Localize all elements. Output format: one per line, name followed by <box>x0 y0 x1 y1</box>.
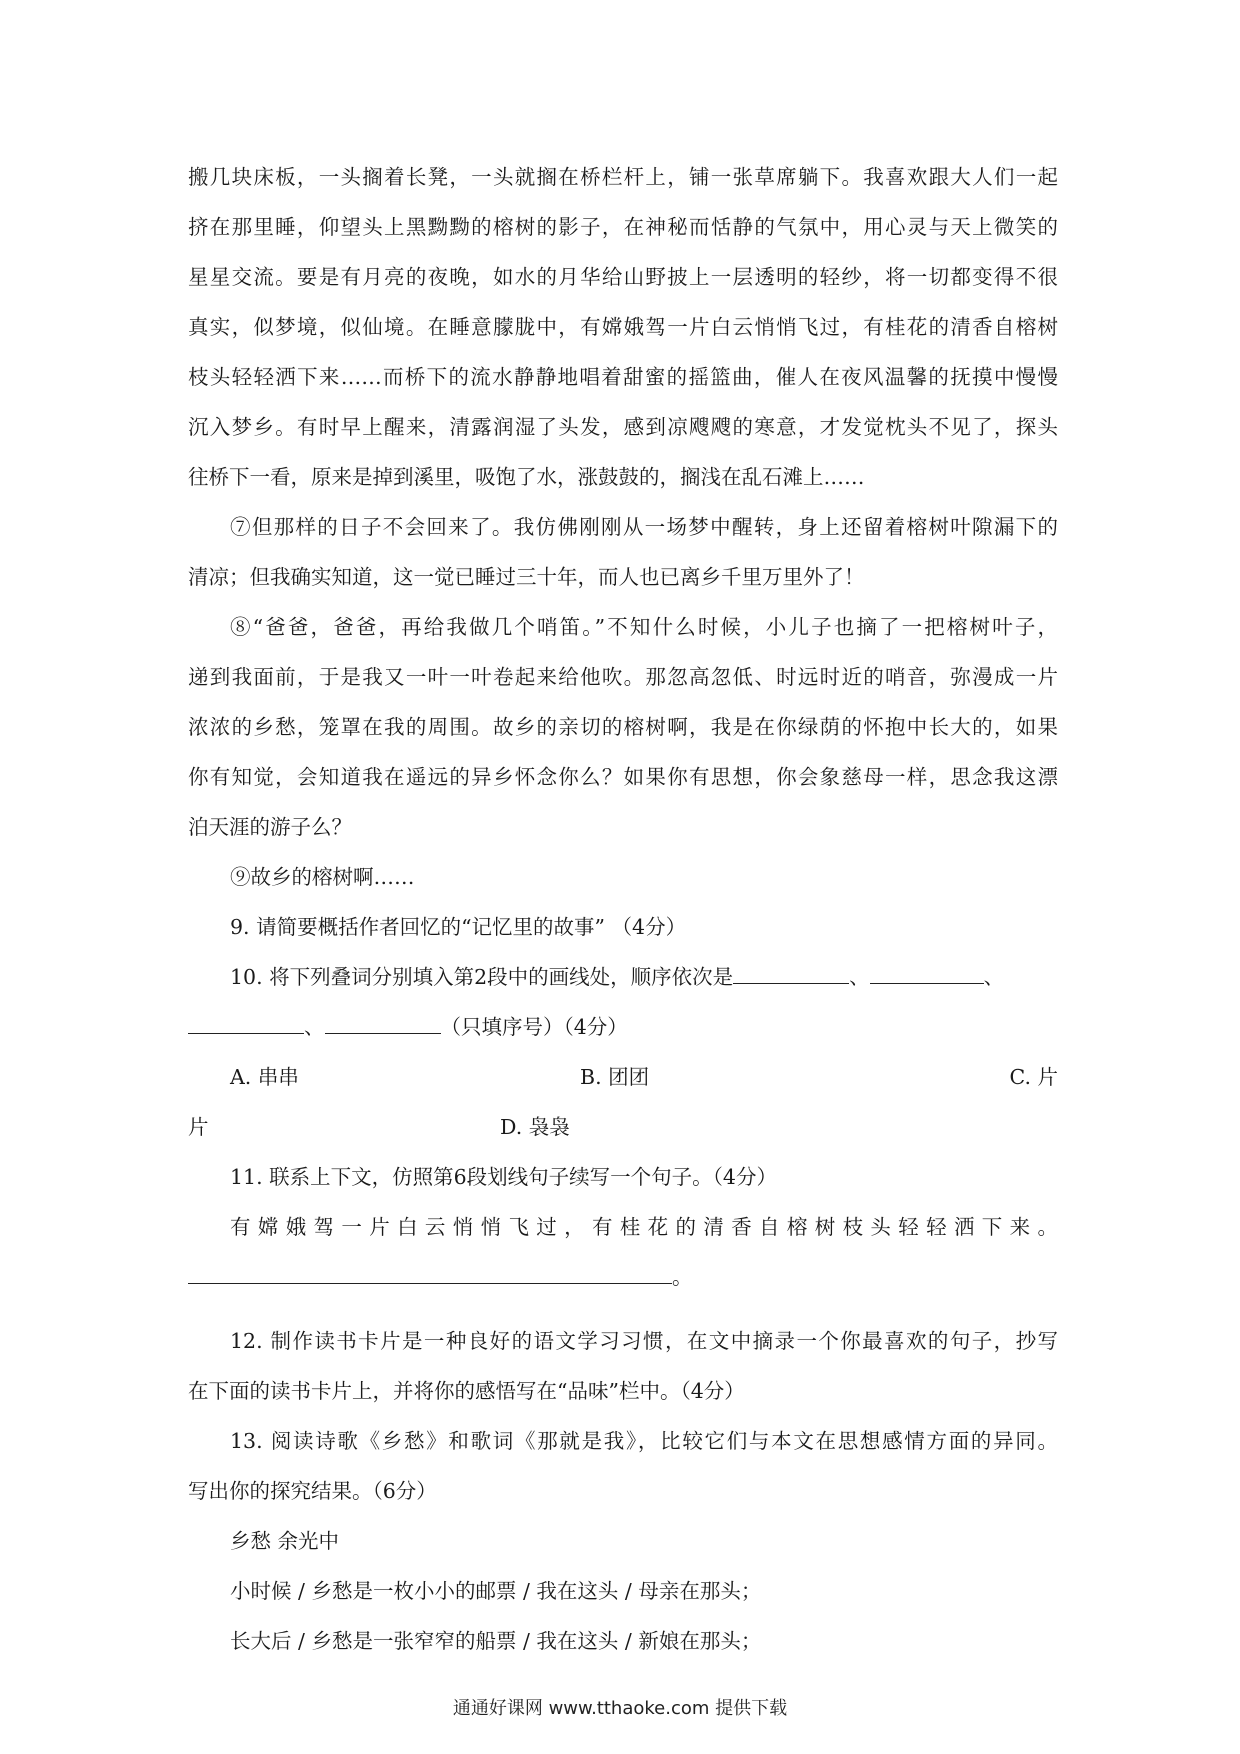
p8-line: 泊天涯的游子么？ <box>188 815 352 839</box>
options-row <box>188 1102 1058 1152</box>
p8-line: 你有知觉，会知道我在遥远的异乡怀念你么？如果你有思想，你会象慈母一样，思念我这漂 <box>188 765 1058 789</box>
question-12: 12. 制作读书卡片是一种良好的语文学习习惯，在文中摘录一个你最喜欢的句子，抄写 <box>230 1329 1058 1353</box>
p8-line: 递到我面前，于是我又一叶一叶卷起来给他吹。那忽高忽低、时远时近的哨音，弥漫成一片 <box>188 665 1058 689</box>
option-b: B. 团团 <box>580 1065 650 1089</box>
p9-line: ⑨故乡的榕树啊…… <box>230 865 415 889</box>
poem-line: 长大后 / 乡愁是一张窄窄的船票 / 我在这头 / 新娘在那头； <box>230 1629 762 1653</box>
page-footer: 通通好课网 www.tthaoke.com 提供下载 <box>452 1698 788 1719</box>
question-13-cont: 写出你的探究结果。（6分） <box>188 1479 437 1503</box>
poem-title: 乡愁 余光中 <box>230 1529 340 1553</box>
poem-line: 小时候 / 乡愁是一枚小小的邮票 / 我在这头 / 母亲在那头； <box>230 1579 762 1603</box>
question-10 <box>188 952 1058 1002</box>
p6-line: 星星交流。要是有月亮的夜晚，如水的月华给山野披上一层透明的轻纱，将一切都变得不很 <box>188 265 1058 289</box>
p6-line: 枝头轻轻洒下来……而桥下的流水静静地唱着甜蜜的摇篮曲，催人在夜风温馨的抚摸中慢慢 <box>188 365 1058 389</box>
p8-line: 浓浓的乡愁，笼罩在我的周围。故乡的亲切的榕树啊，我是在你绿荫的怀抱中长大的，如果 <box>188 715 1058 739</box>
question-11: 11. 联系上下文，仿照第6段划线句子续写一个句子。（4分） <box>230 1165 777 1189</box>
answer-blank-4[interactable] <box>325 1011 441 1034</box>
p6-line: 往桥下一看，原来是掉到溪里，吸饱了水，涨鼓鼓的，搁浅在乱石滩上…… <box>188 465 865 489</box>
p7-line: ⑦但那样的日子不会回来了。我仿佛刚刚从一场梦中醒转，身上还留着榕树叶隙漏下的 <box>230 515 1058 539</box>
question-9: 9. 请简要概括作者回忆的“记忆里的故事” （4分） <box>230 915 687 939</box>
answer-blank-3[interactable] <box>188 1011 304 1034</box>
p6-line: 沉入梦乡。有时早上醒来，清露润湿了头发，感到凉飕飕的寒意，才发觉枕头不见了，探头 <box>188 415 1058 439</box>
option-c: C. 片 <box>1009 1065 1058 1089</box>
separator: 、 <box>849 965 870 989</box>
question-12-cont: 在下面的读书卡片上，并将你的感悟写在“品味”栏中。（4分） <box>188 1379 745 1403</box>
separator: 、 <box>304 1015 325 1039</box>
answer-blank-1[interactable] <box>733 961 849 984</box>
answer-blank-2[interactable] <box>870 961 984 984</box>
option-a: A. 串串 <box>230 1065 299 1089</box>
question-10-suffix: （只填序号）（4分） <box>440 1015 628 1039</box>
p6-line: 挤在那里睡，仰望头上黑黝黝的榕树的影子，在神秘而恬静的气氛中，用心灵与天上微笑的 <box>188 215 1058 239</box>
question-10-cont <box>188 1002 1058 1052</box>
option-d: D. 袅袅 <box>500 1115 570 1139</box>
options-row <box>188 1052 1058 1102</box>
question-13: 13. 阅读诗歌《乡愁》和歌词《那就是我》，比较它们与本文在思想感情方面的异同。 <box>230 1429 1058 1453</box>
question-10-text: 10. 将下列叠词分别填入第2段中的画线处，顺序依次是 <box>230 965 734 989</box>
page-content <box>188 152 1058 1666</box>
question-11-example: 有嫦娥驾一片白云悄悄飞过，有桂花的清香自榕树枝头轻轻洒下来。 <box>230 1215 1058 1239</box>
period: 。 <box>672 1265 693 1289</box>
option-c-cont: 片 <box>188 1115 209 1139</box>
answer-line[interactable] <box>188 1261 672 1284</box>
p8-line: ⑧“爸爸，爸爸，再给我做几个哨笛。”不知什么时候，小儿子也摘了一把榕树叶子， <box>230 615 1058 639</box>
p6-line: 真实，似梦境，似仙境。在睡意朦胧中，有嫦娥驾一片白云悄悄飞过，有桂花的清香自榕树 <box>188 315 1058 339</box>
separator: 、 <box>983 965 1005 989</box>
p6-line: 搬几块床板，一头搁着长凳，一头就搁在桥栏杆上，铺一张草席躺下。我喜欢跟大人们一起 <box>188 165 1058 189</box>
p7-line: 清凉；但我确实知道，这一觉已睡过三十年，而人也已离乡千里万里外了！ <box>188 565 865 589</box>
question-11-answer <box>188 1252 1058 1302</box>
